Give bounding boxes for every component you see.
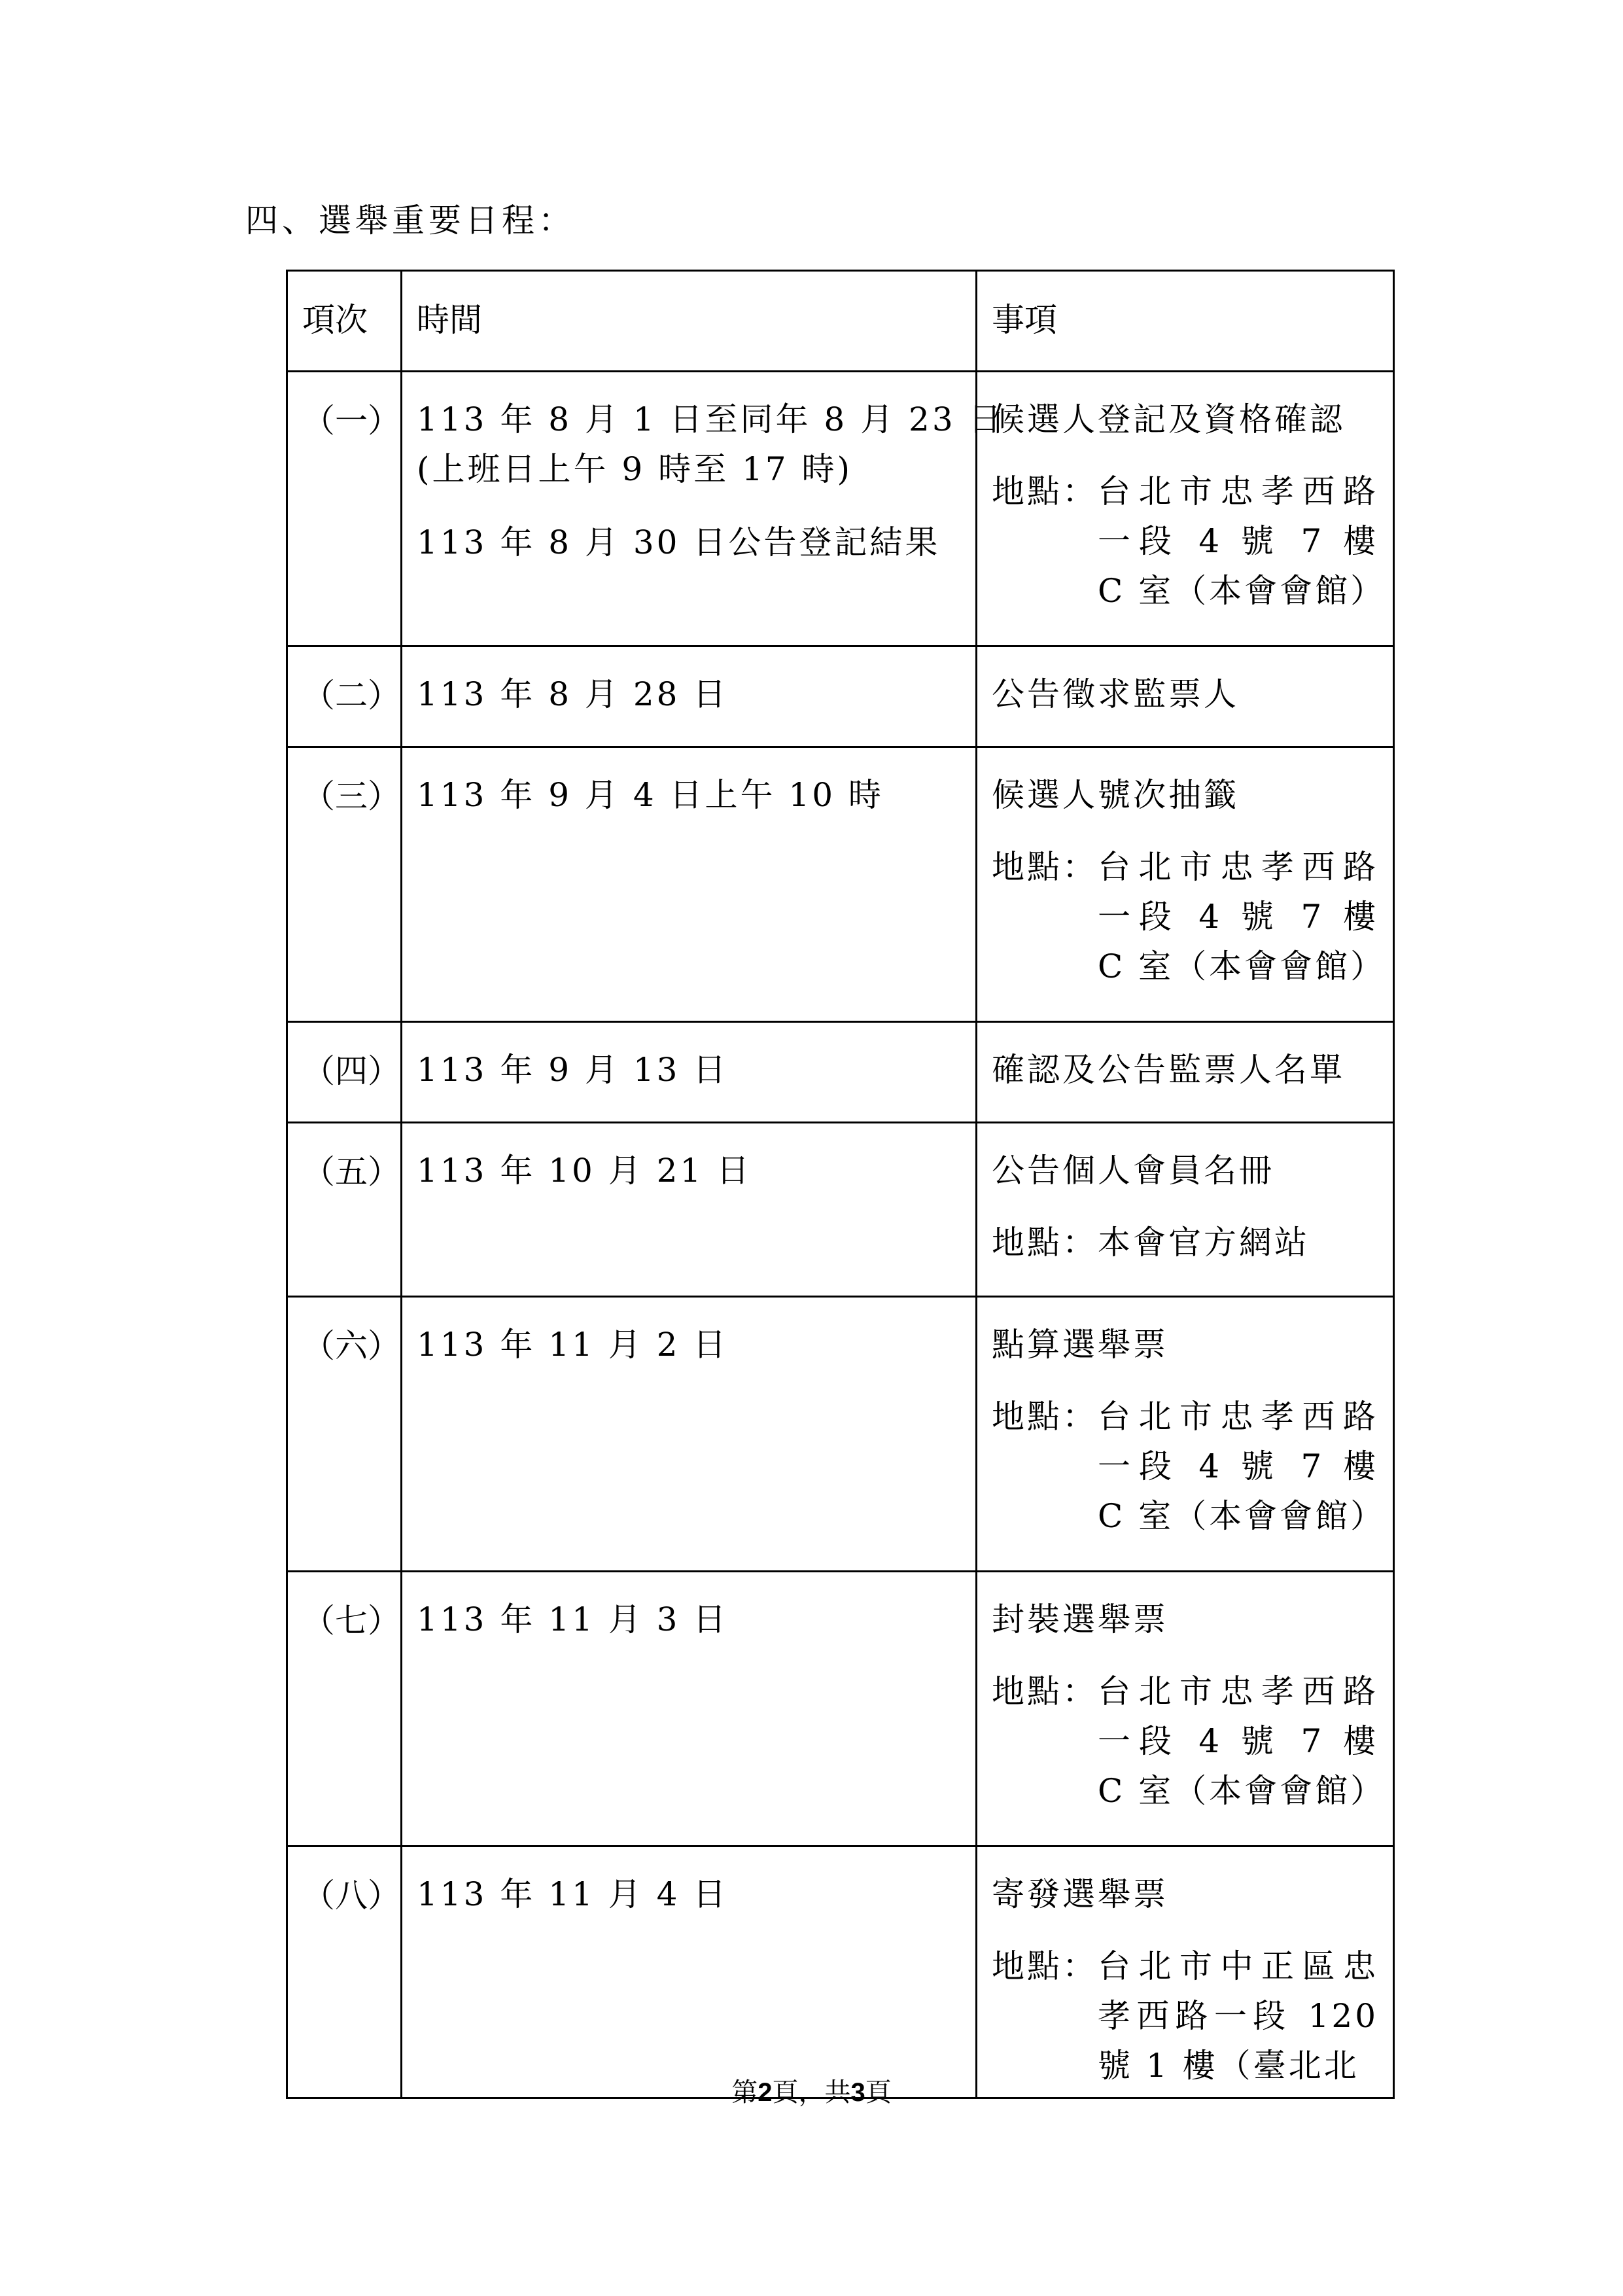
row-index: （一） <box>287 372 402 646</box>
footer-prefix: 第 <box>731 2077 758 2107</box>
item-location <box>992 1941 1378 2091</box>
row-index: （四） <box>287 1022 402 1123</box>
item-title: 確認及公告監票人名單 <box>992 1051 1345 1089</box>
row-item <box>977 372 1394 646</box>
page-footer <box>0 2073 1623 2112</box>
time-line: 113 年 11 月 3 日 <box>417 1600 729 1638</box>
location-label: 地點： <box>992 1672 1098 1710</box>
location-label: 地點： <box>992 848 1098 886</box>
item-title: 封裝選舉票 <box>992 1600 1168 1638</box>
location-text: 台北市忠孝西路一段 4 號 7 樓 C 室（本會會館） <box>1098 1672 1386 1810</box>
footer-total-pages: 3 <box>850 2078 865 2107</box>
time-line: 113 年 11 月 2 日 <box>417 1326 729 1364</box>
table-row <box>287 1846 1394 2098</box>
row-time <box>402 1022 977 1123</box>
row-time <box>402 646 977 747</box>
table-row <box>287 1022 1394 1123</box>
time-line: 113 年 8 月 30 日公告登記結果 <box>417 523 941 561</box>
row-index: （二） <box>287 646 402 747</box>
location-label: 地點： <box>992 472 1098 510</box>
row-item <box>977 1123 1394 1297</box>
item-title: 候選人號次抽籤 <box>992 776 1239 814</box>
time-line: 113 年 8 月 28 日 <box>417 675 729 713</box>
location-label: 地點： <box>992 1947 1098 1985</box>
row-index: （三） <box>287 747 402 1022</box>
item-title: 點算選舉票 <box>992 1326 1168 1364</box>
table-header-row <box>287 271 1394 372</box>
location-text: 台北市忠孝西路一段 4 號 7 樓 C 室（本會會館） <box>1098 848 1386 985</box>
row-item <box>977 1846 1394 2098</box>
table-row <box>287 372 1394 646</box>
item-location <box>992 467 1386 616</box>
header-item: 事項 <box>977 271 1394 372</box>
table-row <box>287 646 1394 747</box>
location-label: 地點： <box>992 1224 1098 1262</box>
row-index: （五） <box>287 1123 402 1297</box>
footer-suffix: 頁 <box>865 2077 892 2107</box>
row-index: （六） <box>287 1297 402 1572</box>
time-line: (上班日上午 9 時至 17 時) <box>417 450 853 488</box>
item-location <box>992 842 1386 991</box>
row-time <box>402 1123 977 1297</box>
item-title: 公告個人會員名冊 <box>992 1152 1274 1190</box>
row-item <box>977 747 1394 1022</box>
row-time <box>402 747 977 1022</box>
time-line: 113 年 10 月 21 日 <box>417 1152 752 1190</box>
location-text: 台北市忠孝西路一段 4 號 7 樓 C 室（本會會館） <box>1098 1398 1386 1535</box>
item-title: 公告徵求監票人 <box>992 675 1239 713</box>
row-time <box>402 372 1004 646</box>
time-line: 113 年 9 月 13 日 <box>417 1051 729 1089</box>
footer-page-number: 2 <box>758 2078 773 2107</box>
header-time: 時間 <box>402 271 977 372</box>
item-title: 寄發選舉票 <box>992 1875 1168 1913</box>
row-item <box>977 1022 1394 1123</box>
row-item <box>977 1297 1394 1572</box>
row-index: （八） <box>287 1846 402 2098</box>
footer-middle: 頁，共 <box>772 2077 851 2107</box>
location-text: 本會官方網站 <box>1098 1224 1310 1262</box>
row-index: （七） <box>287 1572 402 1846</box>
table-row <box>287 1572 1394 1846</box>
location-text: 台北市忠孝西路一段 4 號 7 樓 C 室（本會會館） <box>1098 472 1386 610</box>
table-row <box>287 747 1394 1022</box>
time-line: 113 年 8 月 1 日至同年 8 月 23 日 <box>417 400 1004 438</box>
header-index: 項次 <box>287 271 402 372</box>
table-row <box>287 1123 1394 1297</box>
section-heading: 四、選舉重要日程： <box>245 202 575 239</box>
item-location <box>992 1218 1378 1267</box>
row-item <box>977 1572 1394 1846</box>
row-time <box>402 1572 977 1846</box>
row-item <box>977 646 1394 747</box>
time-line: 113 年 9 月 4 日上午 10 時 <box>417 776 884 814</box>
row-time <box>402 1297 977 1572</box>
item-location <box>992 1667 1386 1816</box>
item-title: 候選人登記及資格確認 <box>992 400 1345 438</box>
election-schedule-table <box>286 270 1395 2099</box>
item-location <box>992 1392 1386 1541</box>
table-row <box>287 1297 1394 1572</box>
location-text: 台北市中正區忠孝西路一段 120 號 1 樓（臺北北 <box>1098 1947 1378 2085</box>
time-line: 113 年 11 月 4 日 <box>417 1875 729 1913</box>
location-label: 地點： <box>992 1398 1098 1436</box>
row-time <box>402 1846 977 2098</box>
